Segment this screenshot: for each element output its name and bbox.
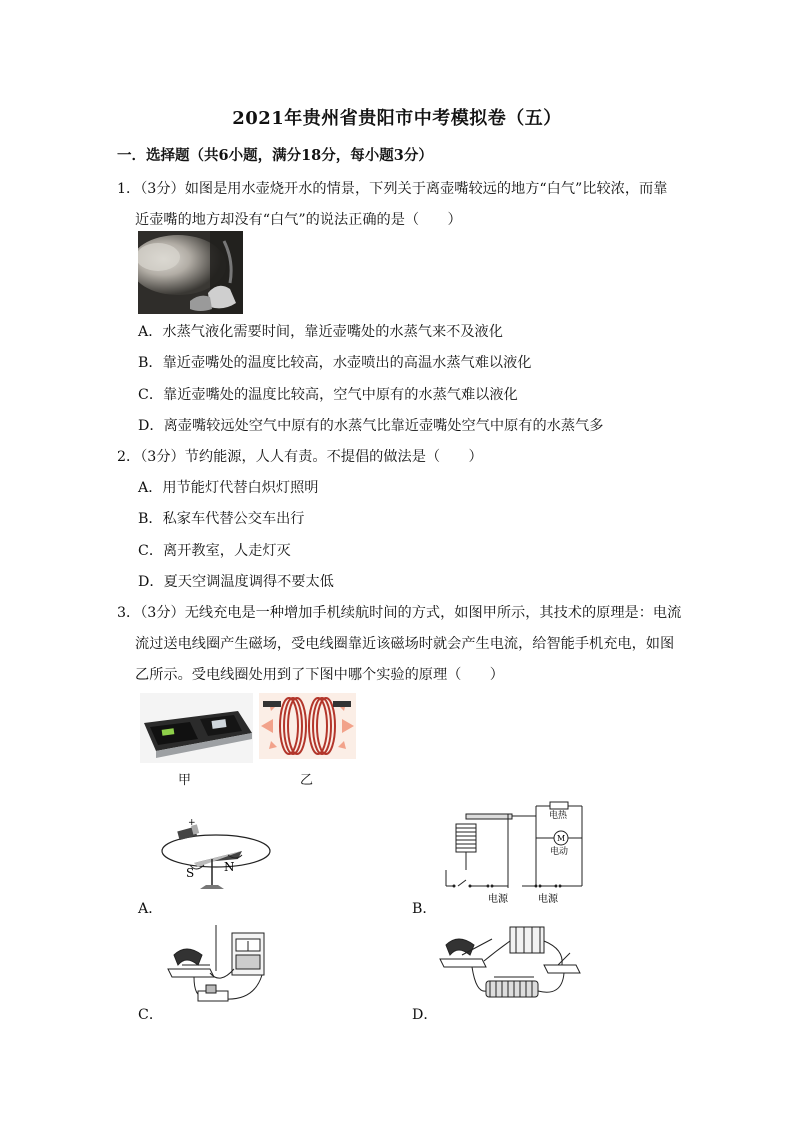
q3-option-a-oersted-figure	[156, 815, 286, 895]
plus-label: +	[188, 818, 196, 828]
motor-symbol-label: M	[557, 834, 566, 843]
q1-option-c: C．靠近壶嘴处的温度比较高，空气中原有的水蒸气难以液化	[138, 387, 518, 403]
motor-label: 电动	[550, 847, 569, 857]
q3-caption-yi: 乙	[300, 773, 314, 788]
q3-figure-jia-charging-pad	[140, 693, 253, 763]
power-source-label-1: 电源	[488, 894, 508, 905]
heater-label: 电热	[549, 811, 568, 821]
q1-option-d: D．离壶嘴较远处空气中原有的水蒸气比靠近壶嘴处空气中原有的水蒸气多	[138, 418, 604, 434]
south-pole-label: S	[186, 866, 195, 880]
power-source-label-2: 电源	[538, 894, 558, 905]
q2-option-d: D．夏天空调温度调得不要太低	[138, 574, 334, 590]
q3-option-b-relay-figure	[436, 800, 588, 908]
q2-option-a: A．用节能灯代替白炽灯照明	[138, 480, 319, 496]
q3-stem-line3: 乙所示。受电线圈处用到了下图中哪个实验的原理（ ）	[135, 667, 504, 683]
north-pole-label: N	[224, 860, 235, 874]
q2-option-c: C．离开教室，人走灯灭	[138, 543, 291, 559]
q3-option-c-label: C．	[138, 1007, 164, 1023]
q1-stem-line2: 近壶嘴的地方却没有“白气”的说法正确的是（ ）	[135, 212, 462, 228]
q3-option-d-label: D．	[412, 1007, 438, 1023]
q3-caption-jia: 甲	[178, 773, 192, 788]
q3-option-b-label: B．	[412, 901, 437, 917]
q1-stem-line1: 1．（3分）如图是用水壶烧开水的情景，下列关于离壶嘴较远的地方“白气”比较浓，而靠	[117, 181, 668, 197]
q1-kettle-steam-photo	[138, 231, 243, 314]
q3-stem-line1: 3．（3分）无线充电是一种增加手机续航时间的方式，如图甲所示，其技术的原理是：电流	[117, 605, 682, 621]
q3-stem-line2: 流过送电线圈产生磁场，受电线圈靠近该磁场时就会产生电流，给智能手机充电，如图	[135, 636, 675, 652]
q2-option-b: B．私家车代替公交车出行	[138, 511, 305, 527]
section-heading: 一．选择题（共6小题，满分18分，每小题3分）	[117, 147, 433, 164]
q3-option-a-label: A．	[138, 901, 163, 917]
q3-option-d-motor-principle-figure	[436, 921, 584, 1019]
q3-figure-yi-coils	[259, 693, 356, 759]
page-title: 2021年贵州省贵阳市中考模拟卷（五）	[232, 108, 562, 129]
q2-stem-line1: 2．（3分）节约能源，人人有责。不提倡的做法是（ ）	[117, 449, 483, 465]
q3-option-c-induction-figure	[164, 921, 268, 1007]
q1-option-b: B．靠近壶嘴处的温度比较高，水壶喷出的高温水蒸气难以液化	[138, 355, 532, 371]
q1-option-a: A．水蒸气液化需要时间，靠近壶嘴处的水蒸气来不及液化	[138, 324, 503, 340]
